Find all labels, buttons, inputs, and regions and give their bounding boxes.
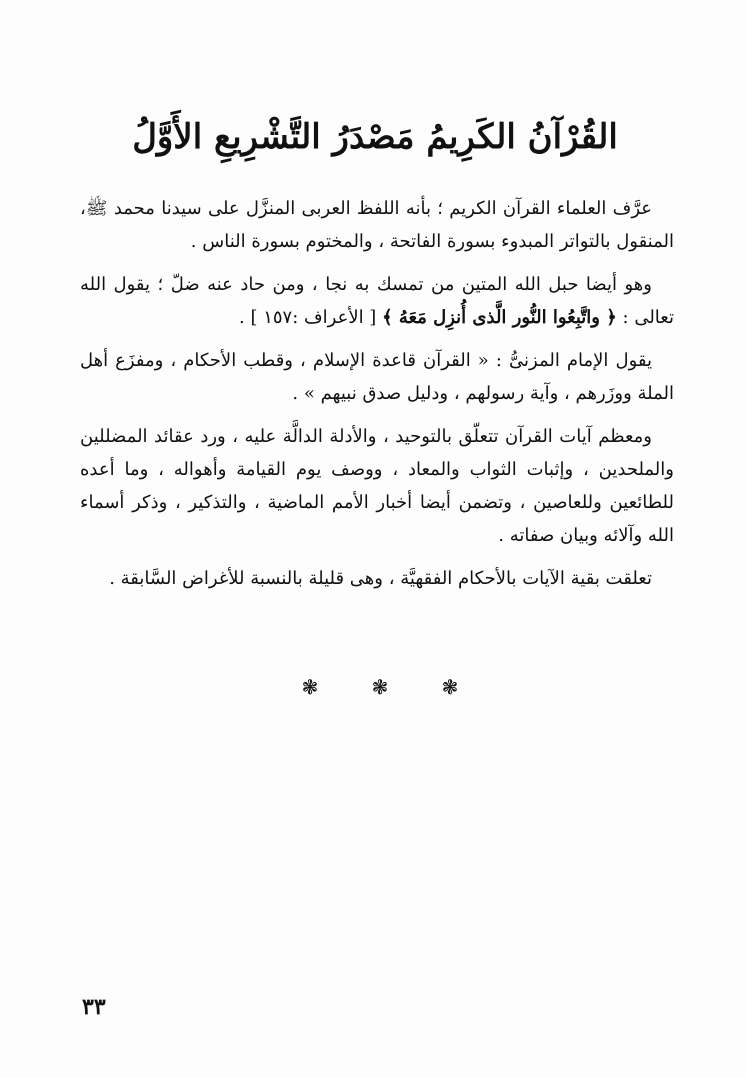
paragraph-definition: عرَّف العلماء القرآن الكريم ؛ بأنه اللفظ العربى المنزَّل على سيدنا محمد ﷺ، المنقول بالتواتر المبدوء بسورة الفاتحة ، والمختوم بسورة الناس . bbox=[80, 198, 674, 252]
star-ornament-icon: ❃ bbox=[371, 675, 389, 699]
paragraph-text: وهو أيضا حبل الله المتين من تمسك به نجا ، ومن حاد عنه ضلّ ؛ يقول الله تعالى : bbox=[80, 274, 674, 328]
star-ornament-icon: ❃ bbox=[301, 675, 319, 699]
paragraph-verse-topics: ومعظم آيات القرآن تتعلّق بالتوحيد ، والأدلة الدالَّة عليه ، ورد عقائد المضللين والملحدين ، وإثبات الثواب والمعاد ، ووصف يوم القيامة وأهواله ، وما أعده للطائعين وللعاصين ، وتضمن أيضا أخبار الأمم الماضية ، والتذكير ، وذكر أسماء الله وآلائه وبيان صفاته . bbox=[80, 426, 674, 546]
page-number: ٣٣ bbox=[82, 994, 106, 1020]
section-separator bbox=[300, 672, 460, 702]
quran-verse: ﴿ واتَّبِعُوا النُّور الَّذى أُنزِل مَعَهُ ﴾ bbox=[382, 307, 617, 328]
star-ornament-icon: ❃ bbox=[441, 675, 459, 699]
paragraph-fiqh-verses: تعلقت بقية الآيات بالأحكام الفقهيَّة ، وهى قليلة بالنسبة للأغراض السَّابقة . bbox=[109, 568, 652, 589]
chapter-title: القُرْآنُ الكَرِيمُ مَصْدَرُ التَّشْرِيعِ الأَوَّلُ bbox=[132, 116, 618, 157]
chapter-body bbox=[80, 192, 674, 595]
verse-reference: [ الأعراف :١٥٧ ] . bbox=[239, 307, 383, 328]
paragraph-muzani-quote: يقول الإمام المزنىُّ : « القرآن قاعدة الإسلام ، وقطب الأحكام ، ومفزَع أهل الملة ووزَرهم ، وآية رسولهم ، ودليل صدق نبيهم » . bbox=[80, 350, 674, 404]
paragraph-rope-of-allah bbox=[80, 268, 674, 334]
